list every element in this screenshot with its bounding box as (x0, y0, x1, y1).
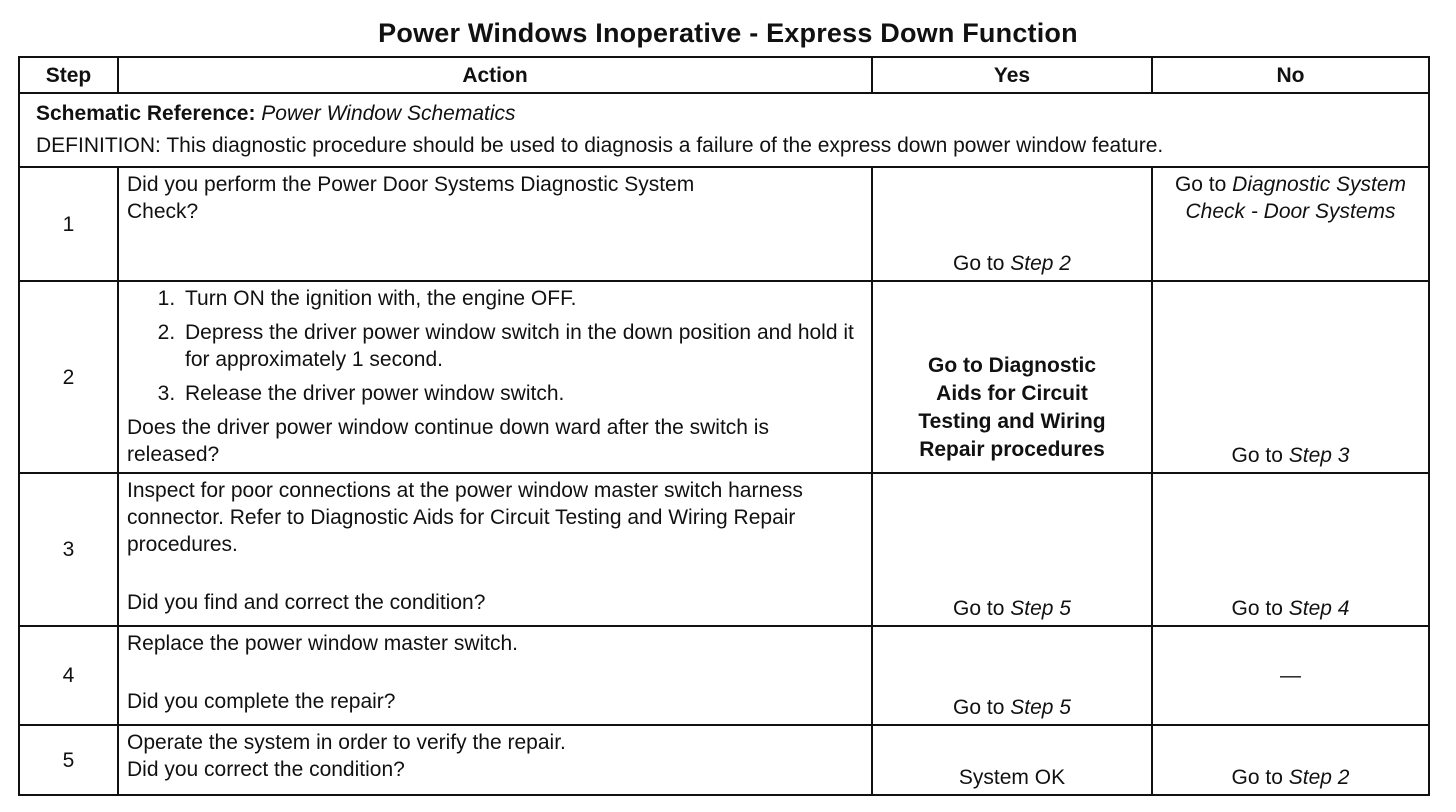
page-title: Power Windows Inoperative - Express Down Function (378, 18, 1078, 48)
step-number: 1 (19, 167, 118, 281)
no-cell (1152, 473, 1429, 626)
definition-label: DEFINITION: (36, 134, 161, 157)
step-question: Does the driver power window continue down ward after the switch is released? (127, 416, 769, 466)
step-question: Did you correct the condition? (127, 758, 405, 781)
yes-header: Yes (872, 57, 1152, 93)
action-header: Action (118, 57, 872, 93)
table-row (19, 281, 1429, 473)
list-item: 3. Release the driver power window switch. (181, 380, 863, 407)
yes-prefix: Go to (953, 696, 1005, 719)
no-dash: — (1280, 664, 1301, 687)
step-action (118, 281, 872, 473)
no-prefix: Go to (1231, 766, 1283, 789)
step-number: 4 (19, 626, 118, 725)
table-row (19, 473, 1429, 626)
no-cell (1152, 167, 1429, 281)
yes-link[interactable]: Step 2 (1010, 252, 1071, 275)
action-text: Did you perform the Power Door Systems Diagnostic System Check? (127, 173, 695, 223)
schematic-label: Schematic Reference: (36, 102, 256, 125)
definition-text: This diagnostic procedure should be used to diagnosis a failure of the express down power window feature. (166, 134, 1164, 157)
yes-prefix: Go to (953, 252, 1005, 275)
yes-prefix: Go to (953, 597, 1005, 620)
table-row (19, 725, 1429, 795)
reference-row (19, 93, 1429, 167)
yes-text: System OK (958, 766, 1066, 789)
definition (36, 130, 1412, 162)
step-question: Did you complete the repair? (127, 690, 396, 713)
step-header: Step (19, 57, 118, 93)
no-prefix: Go to (1231, 597, 1283, 620)
no-link[interactable]: Step 2 (1288, 766, 1350, 789)
yes-cell (872, 473, 1152, 626)
list-item: 2. Depress the driver power window switch in the down position and hold it for approximately 1 second. (181, 319, 863, 373)
yes-cell (872, 725, 1152, 795)
yes-link[interactable]: Step 5 (1010, 696, 1071, 719)
action-text: Replace the power window master switch. (127, 632, 519, 655)
no-cell (1152, 281, 1429, 473)
step-question: Did you find and correct the condition? (127, 591, 486, 614)
no-cell (1152, 626, 1429, 725)
header-row (19, 57, 1429, 93)
table-row (19, 626, 1429, 725)
no-link[interactable]: Step 4 (1288, 597, 1350, 620)
reference-cell (19, 93, 1429, 167)
table-row (19, 167, 1429, 281)
step-action (118, 473, 872, 626)
action-text: Operate the system in order to verify the repair. (127, 731, 566, 754)
step-action (118, 725, 872, 795)
list-item: 1. Turn ON the ignition with, the engine OFF. (181, 285, 863, 312)
no-prefix: Go to (1231, 444, 1283, 467)
step-number: 5 (19, 725, 118, 795)
yes-link[interactable]: Step 5 (1010, 597, 1071, 620)
yes-text[interactable]: Go to Diagnostic Aids for Circuit Testing and Wiring Repair procedures (918, 354, 1106, 461)
no-prefix: Go to (1174, 173, 1227, 196)
yes-cell (872, 167, 1152, 281)
yes-cell (872, 281, 1152, 473)
step-action (118, 626, 872, 725)
schematic-link[interactable]: Power Window Schematics (261, 102, 516, 125)
no-link[interactable]: Step 3 (1288, 444, 1350, 467)
diagnostic-table (18, 56, 1430, 796)
action-text: Inspect for poor connections at the power window master switch harness connector. Refer to Diagnostic Aids for Circuit Testing and Wiring Repair procedures. (127, 479, 803, 556)
no-cell (1152, 725, 1429, 795)
procedure-list (127, 285, 863, 407)
step-number: 3 (19, 473, 118, 626)
yes-cell (872, 626, 1152, 725)
no-header: No (1152, 57, 1429, 93)
step-action (118, 167, 872, 281)
no-link[interactable]: Diagnostic System Check - Door Systems (1185, 173, 1407, 223)
step-number: 2 (19, 281, 118, 473)
schematic-reference (36, 98, 1412, 130)
